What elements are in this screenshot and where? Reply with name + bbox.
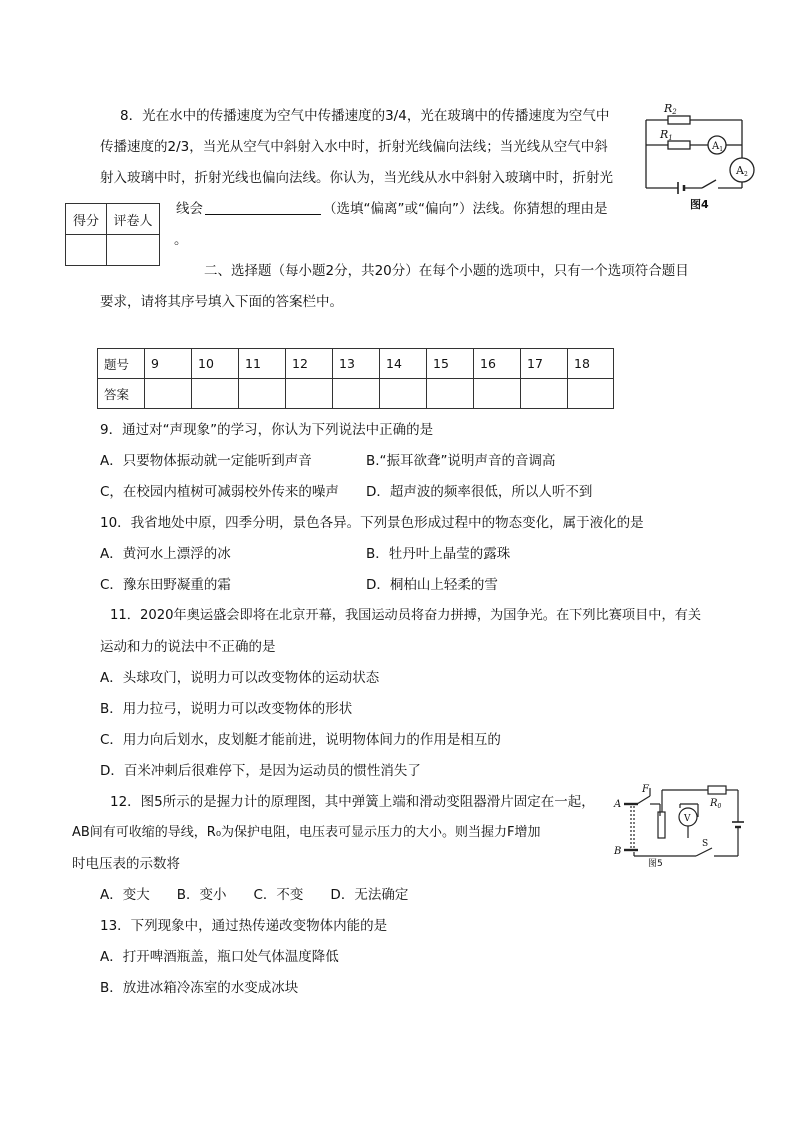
score-cell bbox=[66, 235, 107, 266]
fig4-r1-label: R1 bbox=[660, 128, 673, 142]
question-number: 11 bbox=[239, 349, 286, 379]
answer-cell bbox=[145, 379, 192, 409]
q8-line3: 射入玻璃中时，折射光线也偏向法线。你认为，当光线从水中斜射入玻璃中时，折射光 bbox=[100, 170, 613, 186]
section2-line2: 要求，请将其序号填入下面的答案栏中。 bbox=[100, 294, 343, 310]
q11-option-c: C．用力向后划水，皮划艇才能前进，说明物体间力的作用是相互的 bbox=[100, 732, 501, 748]
q13-option-b: B．放进冰箱冷冻室的水变成冰块 bbox=[100, 980, 299, 996]
question-number: 10 bbox=[192, 349, 239, 379]
grader-cell bbox=[107, 235, 160, 266]
fig4-r2-label: R2 bbox=[664, 102, 677, 116]
q8-line2: 传播速度的2/3，当光从空气中斜射入水中时，折射光线偏向法线；当光线从空气中斜 bbox=[100, 139, 608, 155]
fig5-a-label: A bbox=[614, 799, 622, 810]
question-number: 14 bbox=[380, 349, 427, 379]
q10-stem: 10．我省地处中原，四季分明，景色各异。下列景色形成过程中的物态变化，属于液化的是 bbox=[100, 515, 644, 531]
answer-table-number-label: 题号 bbox=[98, 349, 145, 379]
q10-option-d: D．桐柏山上轻柔的雪 bbox=[366, 577, 498, 593]
q9-option-d: D．超声波的频率很低，所以人听不到 bbox=[366, 484, 593, 500]
q9-option-a: A．只要物体振动就一定能听到声音 bbox=[100, 453, 312, 469]
q11-stem-1: 11．2020年奥运盛会即将在北京开幕，我国运动员将奋力拼搏，为国争光。在下列比赛项目中，有关 bbox=[110, 608, 702, 623]
answer-blank bbox=[205, 200, 321, 215]
q12-options: A．变大 B．变小 C．不变 D．无法确定 bbox=[100, 887, 409, 903]
answer-cell bbox=[192, 379, 239, 409]
q8-line5: 。 bbox=[174, 232, 188, 248]
question-number: 16 bbox=[474, 349, 521, 379]
q8-line4-pre: 线会 bbox=[176, 201, 203, 217]
q13-stem: 13．下列现象中，通过热传递改变物体内能的是 bbox=[100, 918, 388, 934]
q13-option-a: A．打开啤酒瓶盖，瓶口处气体温度降低 bbox=[100, 949, 339, 965]
score-table bbox=[65, 203, 160, 266]
q11-stem-2: 运动和力的说法中不正确的是 bbox=[100, 639, 276, 655]
q10-option-b: B．牡丹叶上晶莹的露珠 bbox=[366, 546, 511, 562]
grader-header: 评卷人 bbox=[107, 204, 160, 235]
section2-line1: 二、选择题（每小题2分，共20分）在每个小题的选项中，只有一个选项符合题目 bbox=[204, 263, 689, 279]
q12-stem-1: 12．图5所示的是握力计的原理图，其中弹簧上端和滑动变阻器滑片固定在一起， bbox=[110, 794, 595, 810]
fig4-caption: 图4 bbox=[690, 198, 709, 211]
question-number: 13 bbox=[333, 349, 380, 379]
q8-line1: 8．光在水中的传播速度为空气中传播速度的3/4，光在玻璃中的传播速度为空气中 bbox=[120, 108, 610, 124]
q9-option-c: C，在校园内植树可减弱校外传来的噪声 bbox=[100, 484, 339, 500]
q11-option-d: D．百米冲刺后很难停下，是因为运动员的惯性消失了 bbox=[100, 763, 421, 779]
q10-option-a: A．黄河水上漂浮的冰 bbox=[100, 546, 231, 562]
q12-stem-2: AB间有可收缩的导线，R₀为保护电阻，电压表可显示压力的大小。则当握力F增加 bbox=[72, 825, 541, 840]
q11-option-b: B．用力拉弓，说明力可以改变物体的形状 bbox=[100, 701, 353, 717]
question-number: 18 bbox=[568, 349, 614, 379]
fig5-switch-label: S bbox=[702, 839, 709, 849]
answer-cell bbox=[474, 379, 521, 409]
fig4-ammeter2-label: A2 bbox=[736, 164, 748, 178]
answer-cell bbox=[380, 379, 427, 409]
q10-option-c: C．豫东田野凝重的霜 bbox=[100, 577, 231, 593]
question-number: 9 bbox=[145, 349, 192, 379]
score-header: 得分 bbox=[66, 204, 107, 235]
answer-cell bbox=[239, 379, 286, 409]
fig5-caption: 图5 bbox=[648, 859, 663, 869]
answer-cell bbox=[286, 379, 333, 409]
q8-line4 bbox=[176, 197, 607, 217]
fig5-b-label: B bbox=[614, 846, 622, 857]
answer-table bbox=[97, 348, 614, 409]
figure5-circuit bbox=[610, 782, 750, 869]
fig4-ammeter1-label: $A_1$ bbox=[712, 141, 724, 153]
answer-table-number-row bbox=[98, 349, 614, 379]
q8-line4-post: （选填“偏离”或“偏向”）法线。你猜想的理由是 bbox=[323, 201, 608, 217]
question-number: 12 bbox=[286, 349, 333, 379]
q9-option-b: B.“振耳欲聋”说明声音的音调高 bbox=[366, 453, 556, 469]
question-number: 15 bbox=[427, 349, 474, 379]
answer-cell bbox=[521, 379, 568, 409]
figure4-circuit bbox=[642, 100, 752, 210]
question-number: 17 bbox=[521, 349, 568, 379]
q11-option-a: A．头球攻门，说明力可以改变物体的运动状态 bbox=[100, 670, 380, 686]
answer-cell bbox=[333, 379, 380, 409]
answer-cell bbox=[427, 379, 474, 409]
fig5-force-label: F bbox=[642, 784, 649, 795]
fig5-voltmeter-label: V bbox=[684, 814, 691, 824]
answer-table-answer-row bbox=[98, 379, 614, 409]
answer-cell bbox=[568, 379, 614, 409]
q9-stem: 9．通过对“声现象”的学习，你认为下列说法中正确的是 bbox=[100, 422, 434, 438]
fig5-r0-label: $R_0$ bbox=[710, 798, 722, 810]
q12-stem-3: 时电压表的示数将 bbox=[72, 856, 180, 872]
answer-table-answer-label: 答案 bbox=[98, 379, 145, 409]
